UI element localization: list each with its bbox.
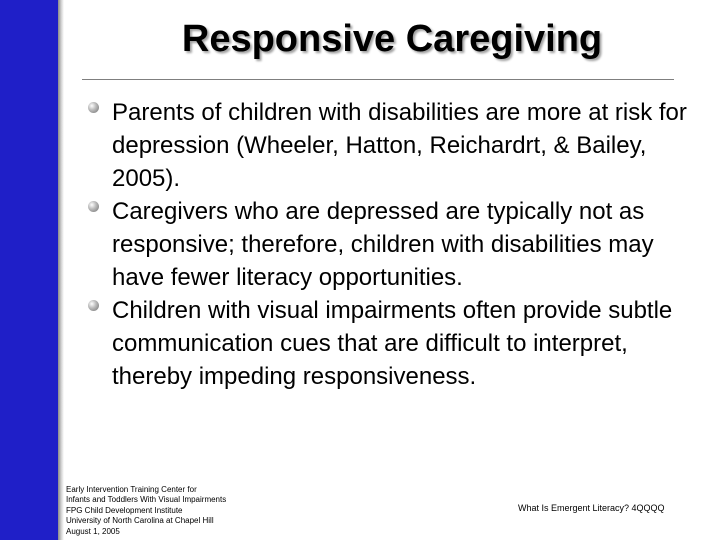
left-accent-bar xyxy=(0,0,58,540)
bullet-item xyxy=(82,96,712,195)
bullet-text: Parents of children with disabilities are more at risk for depression (Wheeler, Hatton, Reichardrt, & Bailey, 2005). xyxy=(112,99,687,192)
bullet-item xyxy=(82,195,712,294)
footer-line: Early Intervention Training Center for xyxy=(66,485,197,494)
bullet-dot-icon xyxy=(88,201,99,212)
footer-line: Infants and Toddlers With Visual Impairments xyxy=(66,495,227,505)
footer-date: August 1, 2005 xyxy=(66,526,120,536)
footer-institution xyxy=(66,485,296,537)
bullet-item xyxy=(82,294,712,393)
bullet-dot-icon xyxy=(88,300,99,311)
bullet-dot-icon xyxy=(88,102,99,113)
bullet-list xyxy=(82,96,712,393)
footer-line: University of North Carolina at Chapel Hill xyxy=(66,516,214,526)
title-divider xyxy=(82,79,674,80)
bullet-text: Caregivers who are depressed are typically not as responsive; therefore, children with disabilities may have fewer literacy opportunities. xyxy=(112,198,654,291)
slide-title: Responsive Caregiving xyxy=(181,18,603,60)
left-accent-bar-shadow xyxy=(58,0,64,540)
bullet-text: Children with visual impairments often provide subtle communication cues that are difficult to interpret, thereby impeding responsiveness. xyxy=(112,297,673,390)
footer-line: FPG Child Development Institute xyxy=(66,505,183,515)
footer-slide-label: What Is Emergent Literacy? 4QQQQ xyxy=(518,503,665,513)
